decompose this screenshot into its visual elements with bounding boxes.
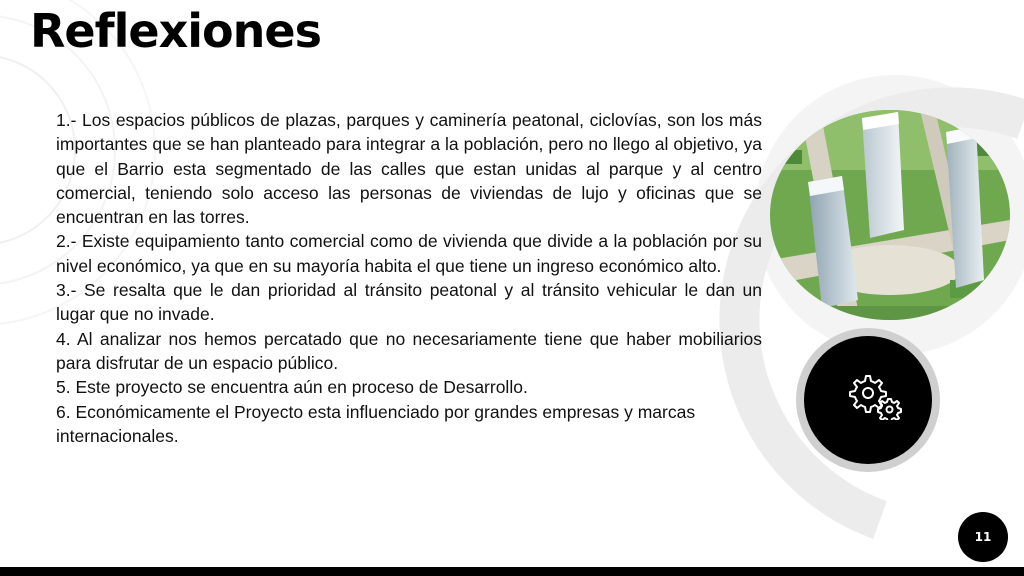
icon-badge xyxy=(804,336,932,464)
page-number-badge: 11 xyxy=(958,512,1008,562)
reflection-item-3: 3.- Se resalta que le dan prioridad al tránsito peatonal y al tránsito vehicular le dan un lugar que no invade. xyxy=(56,280,762,325)
reflection-item-5: 5. Este proyecto se encuentra aún en proceso de Desarrollo. xyxy=(56,377,528,398)
aerial-city-photo xyxy=(770,110,1010,320)
reflections-body xyxy=(56,108,762,448)
reflection-item-1: 1.- Los espacios públicos de plazas, parques y caminería peatonal, ciclovías, son los más importantes que se han planteado para integrar a la población, pero no llego al objetivo, ya que el Barrio esta segmentado de las calles que estan unidas al parque y al centro comercial, teniendo solo acceso las personas de viviendas de lujo y oficinas que se encuentran en las torres. xyxy=(56,110,762,228)
reflection-item-6: 6. Económicamente el Proyecto esta influenciado por grandes empresas y marcas internacionales. xyxy=(56,401,696,446)
reflection-item-4: 4. Al analizar nos hemos percatado que no necesariamente tiene que haber mobiliarios para disfrutar de un espacio público. xyxy=(56,328,762,373)
reflection-item-2: 2.- Existe equipamiento tanto comercial como de vivienda que divide a la población por su nivel económico, ya que en su mayoría habita el que tiene un ingreso económico alto. xyxy=(56,231,762,276)
footer-bar xyxy=(0,567,1024,576)
gears-icon xyxy=(846,372,902,420)
page-title: Reflexiones xyxy=(30,4,321,58)
